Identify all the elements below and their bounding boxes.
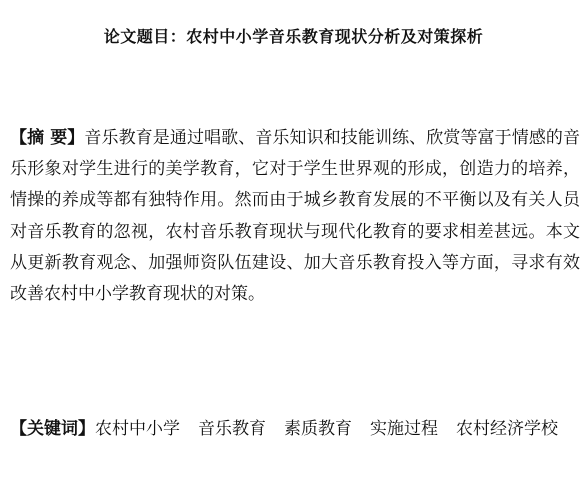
paper-title: 论文题目：农村中小学音乐教育现状分析及对策探析 (103, 27, 484, 46)
keyword-item: 农村经济学校 (456, 419, 558, 439)
abstract-text: 音乐教育是通过唱歌、音乐知识和技能训练、欣赏等富于情感的音乐形象对学生进行的美学教育，它对于学生世界观的形成，创造力的培养，情操的养成等都有独特作用。然而由于城乡教育发展的不平衡以及有关人员对音乐教育的忽视，农村音乐教育现状与现代化教育的要求相差甚远。本文从更新教育观念、加强师资队伍建设、加大音乐教育投入等方面，寻求有效改善农村中小学教育现状的对策。 (10, 128, 581, 305)
keywords-label: 【关键词】 (10, 419, 95, 439)
keywords-paragraph (10, 412, 580, 446)
abstract-label: 【摘 要】 (10, 128, 85, 148)
keyword-item: 实施过程 (370, 419, 438, 439)
keyword-item: 音乐教育 (198, 419, 266, 439)
keyword-item: 素质教育 (284, 419, 352, 439)
keyword-item: 农村中小学 (95, 419, 180, 439)
abstract-paragraph (10, 123, 580, 310)
